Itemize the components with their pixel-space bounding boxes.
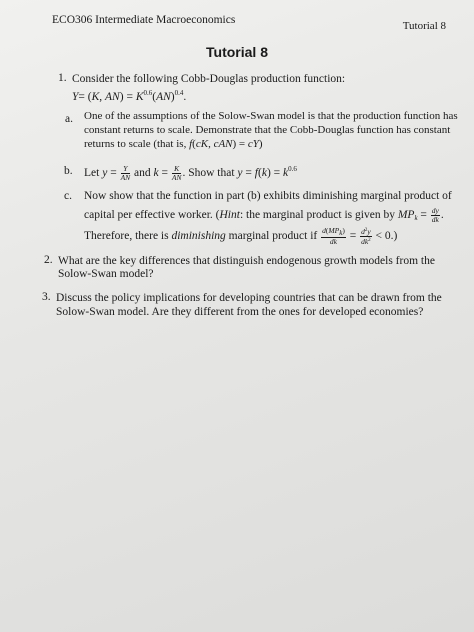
- q1-number: 1.: [58, 72, 67, 84]
- q1a-line1: One of the assumptions of the Solow-Swan model is that the production function has: [84, 110, 458, 122]
- q1a-line3: returns to scale (that is, f(cK, cAN) = cY): [84, 138, 263, 150]
- q2-line1: What are the key differences that distinguish endogenous growth models from the: [58, 255, 435, 267]
- q1c-line1: Now show that the function in part (b) exhibits diminishing marginal product of: [84, 190, 452, 202]
- q3-line1: Discuss the policy implications for developing countries that can be drawn from the: [56, 292, 442, 304]
- q1a-line2: constant returns to scale. Demonstrate that the Cobb-Douglas function has constant: [84, 124, 451, 136]
- q1a-label: a.: [65, 113, 73, 125]
- q1c-line2: capital per effective worker. (Hint: the marginal product is given by $MP_k$ = $\frac{dy}{dk}$ .: [84, 206, 444, 224]
- q1-formula: Y= (K, $AN) = K^{0.6}(AN)^{0.4}$.: [72, 89, 187, 103]
- q2-line2: Solow-Swan model?: [58, 268, 154, 280]
- q3-line2: Solow-Swan model. Are they different from the ones for developed economies?: [56, 306, 424, 318]
- page-title: Tutorial 8: [206, 44, 268, 60]
- tutorial-header: Tutorial 8: [402, 20, 446, 32]
- q1b-label: b.: [64, 165, 73, 177]
- q1b-text: Let y = $\frac{Y}{AN}$ and k = $\frac{K}{AN}$ . Show that $y = f(k) = k^{0.6}$: [84, 163, 297, 182]
- q1c-label: c.: [64, 190, 72, 202]
- course-header: ECO306 Intermediate Macroeconomics: [52, 14, 236, 26]
- q1c-line3: Therefore, there is diminishing marginal product if $\frac{d(MP_k)}{dk}$ = $\frac{d^2y}{dk^2}$ < 0.): [84, 226, 398, 246]
- q1-intro: Consider the following Cobb-Douglas production function:: [72, 73, 346, 85]
- q2-number: 2.: [44, 254, 53, 266]
- q3-number: 3.: [42, 291, 51, 303]
